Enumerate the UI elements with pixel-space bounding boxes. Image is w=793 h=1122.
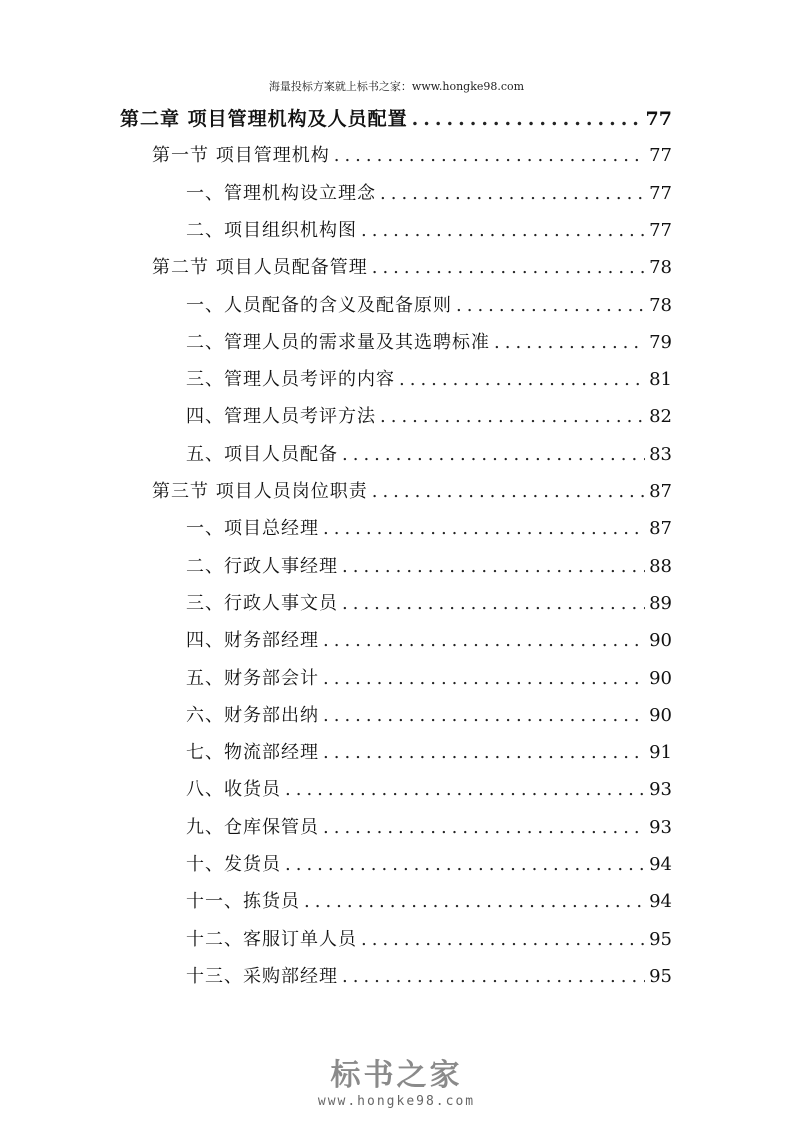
toc-dot-leader [285, 775, 645, 805]
toc-dot-leader [323, 738, 645, 768]
toc-entry[interactable] [186, 402, 672, 432]
toc-dot-leader [361, 216, 645, 246]
toc-dot-leader [342, 589, 645, 619]
toc-entry-page-number: 93 [649, 779, 672, 801]
toc-dot-leader [304, 887, 645, 917]
toc-dot-leader [323, 514, 645, 544]
toc-dot-leader [412, 104, 642, 134]
toc-entry[interactable] [152, 141, 672, 171]
toc-entry[interactable] [186, 291, 672, 321]
toc-entry-title: 二、项目组织机构图 [186, 219, 357, 241]
toc-entry-title: 十三、采购部经理 [186, 965, 338, 987]
toc-entry-title: 六、财务部出纳 [186, 704, 319, 726]
toc-entry-page-number: 90 [649, 630, 672, 652]
toc-entry-page-number: 81 [649, 369, 672, 391]
toc-entry-title: 四、财务部经理 [186, 630, 319, 652]
toc-entry-title: 四、管理人员考评方法 [186, 406, 376, 428]
toc-entry-title: 一、人员配备的含义及配备原则 [186, 294, 452, 316]
toc-entry[interactable] [186, 626, 672, 656]
toc-entry[interactable] [186, 925, 672, 955]
toc-entry[interactable] [186, 328, 672, 358]
toc-entry-title: 十二、客服订单人员 [186, 928, 357, 950]
toc-entry-page-number: 91 [649, 742, 672, 764]
toc-entry-page-number: 89 [649, 592, 672, 614]
toc-entry-page-number: 93 [649, 816, 672, 838]
toc-entry[interactable] [186, 216, 672, 246]
toc-entry-title: 十、发货员 [186, 854, 281, 875]
toc-entry-title: 一、项目总经理 [186, 518, 319, 540]
toc-dot-leader [399, 365, 645, 395]
toc-entry-title: 三、管理人员考评的内容 [186, 369, 395, 391]
toc-entry[interactable] [186, 701, 672, 731]
toc-entry-title: 第二节 项目人员配备管理 [152, 257, 368, 279]
toc-dot-leader [372, 253, 645, 283]
toc-entry[interactable] [186, 664, 672, 694]
toc-entry-page-number: 79 [649, 331, 672, 353]
toc-entry-title: 一、管理机构设立理念 [186, 182, 376, 204]
toc-entry-page-number: 88 [649, 555, 672, 577]
toc-entry-page-number: 83 [649, 443, 672, 465]
toc-dot-leader [380, 402, 645, 432]
toc-entry-title: 第二章 项目管理机构及人员配置 [120, 108, 408, 130]
toc-entry[interactable] [186, 514, 672, 544]
toc-dot-leader [456, 291, 645, 321]
toc-dot-leader [342, 552, 645, 582]
toc-entry[interactable] [186, 887, 672, 917]
toc-entry-page-number: 77 [645, 108, 672, 130]
toc-entry[interactable] [152, 253, 672, 283]
toc-entry-page-number: 78 [649, 294, 672, 316]
toc-entry[interactable] [186, 179, 672, 209]
toc-entry-title: 十一、拣货员 [186, 891, 300, 913]
toc-entry-page-number: 95 [649, 965, 672, 987]
toc-entry-title: 第一节 项目管理机构 [152, 145, 330, 167]
toc-entry[interactable] [186, 552, 672, 582]
toc-entry-title: 三、行政人事文员 [186, 592, 338, 614]
toc-dot-leader [323, 626, 645, 656]
watermark-logo [0, 1058, 793, 1110]
toc-entry[interactable] [186, 813, 672, 843]
toc-entry[interactable] [152, 477, 672, 507]
toc-entry-title: 五、项目人员配备 [186, 443, 338, 465]
toc-dot-leader [323, 701, 645, 731]
toc-dot-leader [285, 850, 645, 880]
toc-dot-leader [323, 813, 645, 843]
toc-dot-leader [342, 962, 645, 992]
toc-entry-page-number: 90 [649, 667, 672, 689]
toc-entry[interactable] [186, 962, 672, 992]
toc-dot-leader [323, 664, 645, 694]
toc-entry-page-number: 90 [649, 704, 672, 726]
toc-entry[interactable] [186, 738, 672, 768]
toc-entry-title: 七、物流部经理 [186, 742, 319, 764]
toc-entry-page-number: 94 [649, 891, 672, 913]
toc-entry[interactable] [186, 589, 672, 619]
toc-entry-title: 五、财务部会计 [186, 667, 319, 689]
toc-entry-page-number: 94 [649, 854, 672, 875]
toc-entry[interactable] [186, 440, 672, 470]
toc-entry-title: 八、收货员 [186, 779, 281, 801]
toc-entry[interactable] [186, 775, 672, 805]
toc-entry-page-number: 87 [649, 518, 672, 540]
toc-entry-page-number: 95 [649, 928, 672, 950]
toc-entry[interactable] [186, 850, 672, 880]
toc-entry-page-number: 77 [649, 182, 672, 204]
toc-dot-leader [380, 179, 645, 209]
toc-entry-page-number: 77 [649, 219, 672, 241]
toc-dot-leader [342, 440, 645, 470]
toc-entry[interactable] [120, 104, 672, 134]
toc-dot-leader [494, 328, 645, 358]
toc-entry[interactable] [186, 365, 672, 395]
toc-dot-leader [334, 141, 645, 171]
toc-entry-page-number: 78 [649, 257, 672, 279]
toc-entry-title: 二、管理人员的需求量及其选聘标准 [186, 331, 490, 353]
toc-entry-page-number: 82 [649, 406, 672, 428]
toc-dot-leader [361, 925, 645, 955]
toc-entry-page-number: 77 [649, 145, 672, 167]
logo-title: 标书之家 [330, 1058, 463, 1093]
page-header: 海量投标方案就上标书之家：www.hongke98.com [268, 80, 525, 93]
toc-entry-title: 二、行政人事经理 [186, 555, 338, 577]
toc-entry-page-number: 87 [649, 481, 672, 502]
toc-dot-leader [372, 477, 645, 507]
logo-url: www.hongke98.com [317, 1094, 476, 1109]
toc-entry-title: 九、仓库保管员 [186, 816, 319, 838]
toc-entry-title: 第三节 项目人员岗位职责 [152, 481, 368, 502]
